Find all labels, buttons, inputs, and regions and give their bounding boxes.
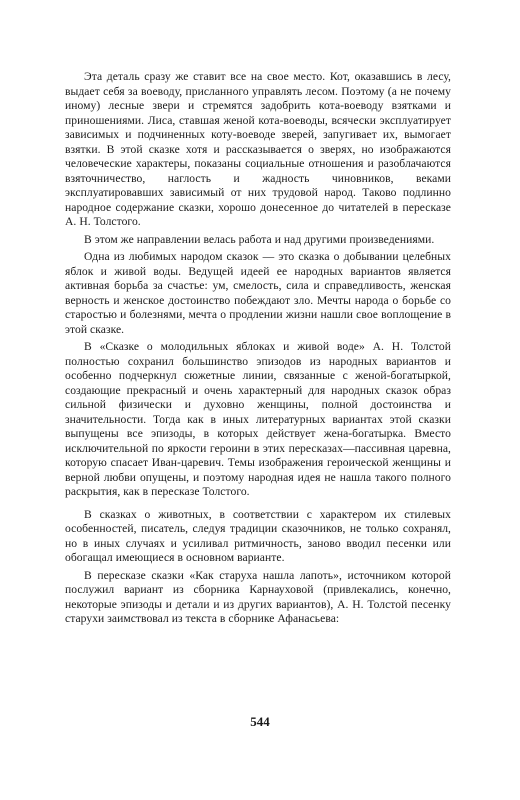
paragraph-5: В сказках о животных, в соответствии с характером их стилевых особенностей, писатель, следуя традиции сказочников, не только сохранял, но в иных случаях и усиливал ритмичность, заново вводил песенки или обогащал имеющиеся в основном варианте. [65,507,451,564]
paragraph-4: В «Сказке о молодильных яблоках и живой воде» А. Н. Толстой полностью сохранил большинство эпизодов из народных вариантов и особенно подчеркнул сюжетные линии, связанные с женой-богатыркой, создающие прекрасный и очень характерный для народных сказок образ сильной физически и духовно женщины, полной достоинства и значительности. Тогда как в иных литературных вариантах этой сказки выпущены все эпизоды, в которых действует жена-богатырка. Вместо исключительной по яркости героини в этих пересказах—пассивная царевна, которую спасает Иван-царевич. Темы изображения героической женщины и верной любви опущены, и поэтому народная идея не нашла такого полного раскрытия, как в пересказе Толстого. [65,340,451,498]
body-text [65,70,451,627]
paragraph-3: Одна из любимых народом сказок — это сказка о добывании целебных яблок и живой воды. Ведущей идеей ее народных вариантов являетcя активная борьба за счастье: ум, смелость, сила и справедливость, женская верность и женское достоинство побеждают зло. Мечты народа о борьбе со старостью и болезнями, мечта о продлении жизни нашли свое воплощение в этой сказке. [65,250,451,336]
paragraph-2: В этом же направлении велась работа и над другими произведениями. [84,232,435,246]
page-number: 544 [250,714,270,729]
paragraph-1: Эта деталь сразу же ставит все на свое место. Кот, оказавшись в лесу, выдает себя за воеводу, присланного управлять лесом. Поэтому (а не почему иному) лесные звери и стремятся задобрить кота-воеводу взятками и приношениями. Лиса, ставшая женой кота-воеводы, всячески эксплуатирует зависимых и подчиненных коту-воеводе зверей, запугивает их, вымогает взятки. В этой сказке хотя и рассказывается о зверях, но изображаются человеческие характеры, показаны социальные отношения и разоблачаются взяточничество, наглость и жадность чиновников, веками эксплуатировавших зависимый от них трудовой народ. Таково подлинно народное содержание сказки, хорошо донесенное до читателей в пересказе А. Н. Толстого. [65,70,451,228]
paragraph-6: В пересказе сказки «Как старуха нашла лапоть», источником которой послужил вариант из сборника Карнауховой (привлекались, конечно, некоторые эпизоды и детали и из других вариантов), А. Н. Толстой песенку старухи заимствовал из текста в сборнике Афанасьева: [65,568,451,625]
